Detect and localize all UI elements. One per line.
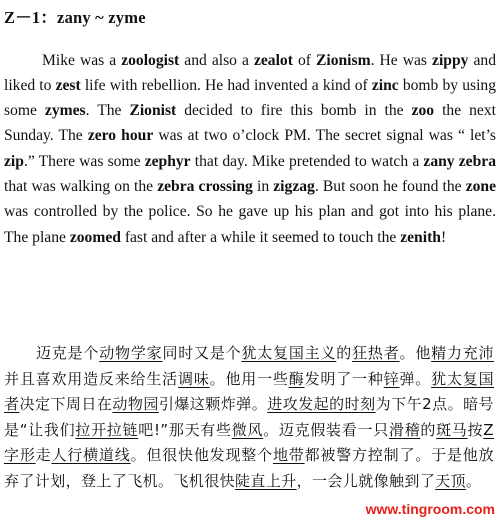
vocabulary-keyword: zone	[465, 178, 496, 196]
translated-keyword: 精力充沛	[431, 344, 494, 362]
text-segment: 迈克是个	[36, 344, 100, 362]
text-segment: 。	[466, 471, 482, 490]
text-segment: 吧!”那天有些	[138, 420, 232, 439]
text-segment: 决定下周日在	[19, 395, 113, 414]
text-segment: . The	[85, 102, 130, 120]
text-segment: 并且喜欢用造反来给生活	[4, 369, 178, 388]
translated-keyword: 滑稽	[388, 420, 421, 439]
text-segment: was at two o’clock PM. The secret signal was “ let’s	[153, 127, 496, 145]
text-segment: in	[252, 178, 274, 196]
vocabulary-keyword: zinc	[371, 76, 399, 94]
text-segment: 的	[420, 420, 437, 439]
text-segment: . But soon he found the	[314, 178, 466, 196]
text-segment: was controlled by the police. So he gave up his plan and got into his plane. The plane	[4, 203, 496, 246]
text-segment: bomb by using some	[4, 76, 496, 120]
text-segment: 弹。	[399, 369, 432, 388]
translated-keyword: 微风	[231, 420, 264, 439]
english-story-paragraph	[4, 48, 496, 250]
vocabulary-keyword: zest	[55, 76, 81, 94]
text-segment: .” There was some	[23, 152, 145, 170]
text-segment: 都被警方控制了。于是他放弃了计划，登上了飞机。飞机很快	[4, 446, 494, 490]
translated-keyword: 人行横道线	[51, 446, 131, 465]
translated-keyword: 犹太复国主义	[241, 344, 337, 362]
vocabulary-keyword: zoo	[411, 102, 435, 120]
text-segment: and liked to	[4, 51, 496, 94]
chinese-translation-paragraph	[4, 341, 494, 495]
vocabulary-keyword: zany zebra	[423, 152, 496, 170]
vocabulary-keyword: zebra crossing	[157, 178, 253, 196]
translated-keyword: 酶	[288, 369, 305, 388]
vocabulary-keyword: zealot	[253, 51, 293, 69]
text-segment: 。迈克假装看一只	[263, 420, 389, 439]
translated-keyword: 狂热者	[352, 344, 400, 362]
text-segment: 。他用一些	[209, 369, 289, 388]
text-segment: 发明了一种	[304, 369, 384, 388]
text-segment: . He was	[370, 51, 433, 69]
text-segment: 的	[336, 344, 353, 362]
translated-keyword: 锌	[383, 369, 400, 388]
text-segment: 引爆这颗炸弹。	[158, 395, 268, 414]
text-segment: 。他	[399, 344, 432, 362]
text-segment: fast and after a while it seemed to touch the	[120, 228, 401, 246]
text-segment: 走	[35, 446, 52, 465]
text-segment: ，一会儿就像触到了	[296, 471, 436, 490]
translated-keyword: 动物园	[112, 395, 159, 414]
text-segment: 为下午2点。暗号是“让我们	[4, 395, 494, 439]
translated-keyword: 斑马	[436, 420, 468, 439]
text-segment: life with rebellion. He had invented a kind of	[80, 76, 372, 94]
vocabulary-keyword: zero hour	[87, 127, 154, 145]
translated-keyword: Z字形	[4, 420, 494, 465]
section-heading: Z－1：zany ~ zyme	[4, 8, 146, 27]
vocabulary-keyword: zigzag	[273, 178, 315, 196]
vocabulary-keyword: Zionist	[129, 102, 177, 120]
translated-keyword: 地带	[272, 446, 305, 465]
vocabulary-keyword: zip	[4, 152, 24, 170]
translated-keyword: 调味	[178, 369, 210, 388]
translated-keyword: 动物学家	[99, 344, 163, 362]
text-segment: Mike was a	[42, 51, 122, 69]
text-segment: decided to fire this bomb in the	[176, 102, 412, 120]
text-segment: and also a	[179, 51, 254, 69]
site-watermark: www.tingroom.com	[365, 501, 495, 517]
translated-keyword: 进攻发起的时刻	[267, 395, 376, 414]
text-segment: !	[440, 228, 447, 246]
translated-keyword: 拉开拉链	[75, 420, 139, 439]
text-segment: 同时又是个	[162, 344, 242, 362]
text-segment: that was walking on the	[4, 178, 158, 196]
text-segment: the next Sunday. The	[4, 102, 496, 145]
text-segment: 按	[467, 420, 484, 439]
vocabulary-keyword: zymes	[44, 102, 86, 120]
text-segment: of	[292, 51, 316, 69]
translated-keyword: 陡直上升	[235, 471, 297, 490]
vocabulary-keyword: zenith	[400, 228, 441, 246]
vocabulary-keyword: Zionism	[315, 51, 371, 69]
text-segment: 。但很快他发现整个	[130, 446, 273, 465]
vocabulary-keyword: zephyr	[144, 152, 191, 170]
translated-keyword: 犹太复国者	[4, 369, 494, 414]
translated-keyword: 天顶	[435, 471, 467, 490]
vocabulary-keyword: zoomed	[69, 228, 121, 246]
vocabulary-keyword: zippy	[432, 51, 469, 69]
text-segment: that day. Mike pretended to watch a	[190, 152, 424, 170]
vocabulary-keyword: zoologist	[121, 51, 180, 69]
